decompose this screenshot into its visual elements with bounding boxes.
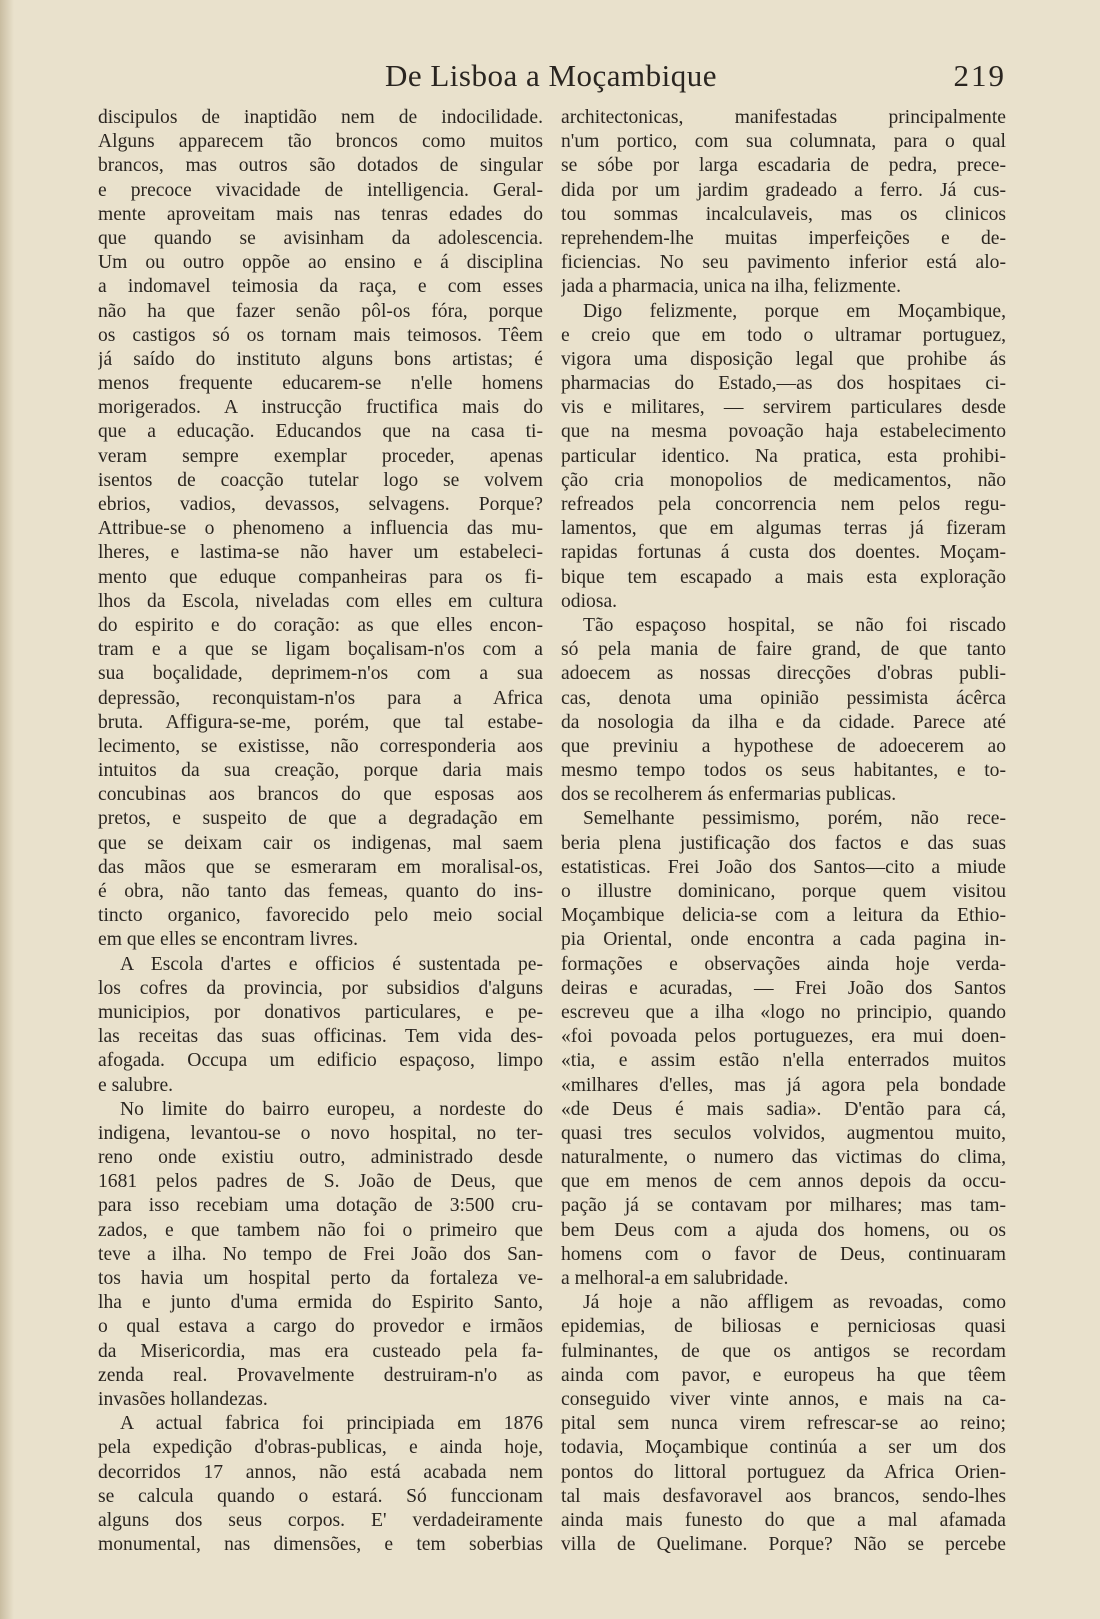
text-line: monumental, nas dimensões, e tem soberbias [98, 1534, 543, 1556]
text-line: lhos da Escola, niveladas com elles em cultura [98, 590, 543, 612]
text-line: afogada. Occupa um edificio espaçoso, limpo [98, 1050, 543, 1072]
text-line: que na mesma povoação haja estabelecimento [561, 421, 1006, 443]
text-line: ficiencias. No seu pavimento inferior está alo- [561, 252, 1006, 274]
text-line: «tia, e assim estão n'ella enterrados muitos [561, 1050, 1006, 1072]
text-line: mento que eduque companheiras para os fi- [98, 566, 543, 588]
text-line: escreveu que a ilha «logo no principio, quando [561, 1001, 1006, 1023]
text-line: rapidas fortunas á custa dos doentes. Moçam- [561, 542, 1006, 564]
text-line: tos havia um hospital perto da fortaleza ve- [98, 1268, 543, 1289]
paragraph [98, 953, 543, 1098]
text-line: vis e militares, — servirem particulares desde [561, 397, 1006, 419]
text-line: No limite do bairro europeu, a nordeste do [120, 1098, 543, 1120]
text-line: quasi tres seculos volvidos, augmentou muito, [561, 1122, 1006, 1144]
text-line: conseguido viver vinte annos, e mais na ca- [561, 1388, 1006, 1410]
text-line: todavia, Moçambique continúa a ser um dos [561, 1437, 1006, 1459]
text-line: pharmacias do Estado,—as dos hospitaes ci- [561, 373, 1006, 395]
text-line: jada a pharmacia, unica na ilha, felizmente. [561, 276, 901, 298]
text-line: decorridos 17 annos, não está acabada nem [98, 1461, 543, 1483]
text-line: reprehendem-lhe muitas imperfeições e de- [561, 227, 1006, 249]
left-column [98, 106, 543, 1557]
paragraph [98, 106, 543, 953]
text-line: indigena, levantou-se o novo hospital, no ter- [98, 1122, 543, 1144]
text-line: estatisticas. Frei João dos Santos—cito a miude [561, 856, 1006, 878]
text-line: a indomavel teimosia da raça, e com esses [98, 276, 543, 298]
text-line: já saído do instituto alguns bons artistas; é [98, 348, 543, 370]
text-line: que quando se avisinham da adolescencia. [98, 227, 543, 249]
text-line: vigora uma disposição legal que prohibe ás [561, 348, 1006, 370]
text-line: cas, denota uma opinião pessimista ácêrca [561, 687, 1006, 709]
text-line: alguns dos seus corpos. E' verdadeiramente [98, 1509, 543, 1531]
text-line: concubinas aos brancos do que esposas aos [98, 784, 543, 806]
right-column [561, 106, 1006, 1557]
paragraph [561, 807, 1006, 1291]
text-line: bique tem escapado a mais esta exploração [561, 566, 1006, 588]
paragraph [561, 300, 1006, 614]
text-line: das mãos que se esmeraram em moralisal-os, [98, 856, 543, 878]
text-line: e precoce vivacidade de intelligencia. Geral- [98, 179, 543, 201]
text-line: pação já se contavam por milhares; mas tam- [561, 1195, 1006, 1217]
text-line: que se deixam cair os indigenas, mal saem [98, 832, 543, 854]
text-line: veram sempre exemplar proceder, apenas [98, 445, 543, 467]
text-line: pontos do littoral portuguez da Africa Orien- [561, 1461, 1006, 1483]
text-line: invasões hollandezas. [98, 1388, 268, 1410]
text-line: «de Deus é mais sadia». D'então para cá, [561, 1098, 1006, 1120]
text-line: se sóbe por larga escadaria de pedra, prece- [561, 155, 1006, 177]
text-line: A Escola d'artes e officios é sustentada pe- [120, 953, 543, 975]
text-line: A actual fabrica foi principiada em 1876 [120, 1413, 543, 1435]
text-line: Tão espaçoso hospital, se não foi riscado [583, 614, 1006, 636]
text-line: tal mais desfavoravel aos brancos, sendo-lhes [561, 1485, 1006, 1507]
text-line: o qual estava a cargo do provedor e irmãos [98, 1316, 543, 1338]
text-line: bem Deus com a ajuda dos homens, ou os [561, 1219, 1006, 1241]
text-line: a melhoral-a em salubridade. [561, 1268, 789, 1289]
text-line: zenda real. Provavelmente destruiram-n'o as [98, 1364, 543, 1386]
text-line: brancos, mas outros são dotados de singular [98, 155, 543, 177]
text-line: odiosa. [561, 590, 618, 612]
text-line: pretos, e suspeito de que a degradação em [98, 808, 543, 830]
text-line: dos se recolherem ás enfermarias publicas. [561, 784, 897, 806]
text-line: epidemias, de biliosas e perniciosas quasi [561, 1316, 1006, 1338]
running-title: De Lisboa a Moçambique [384, 58, 718, 93]
text-line: 1681 pelos padres de S. João de Deus, que [98, 1171, 543, 1193]
text-line: ção cria monopolios de medicamentos, não [561, 469, 1006, 491]
paragraph [98, 1098, 543, 1412]
paragraph [561, 614, 1006, 808]
paragraph [561, 1291, 1006, 1557]
text-line: que em menos de cem annos depois da occu- [561, 1171, 1006, 1193]
text-line: que a educação. Educandos que na casa ti- [98, 421, 543, 443]
text-line: em que elles se encontram livres. [98, 929, 359, 951]
text-line: deiras e acuradas, — Frei João dos Santos [561, 977, 1006, 999]
text-line: Attribue-se o phenomeno a influencia das mu- [98, 518, 543, 540]
text-line: intuitos da sua creação, porque daria mais [98, 760, 543, 782]
text-line: Moçambique delicia-se com a leitura da Ethio- [561, 905, 1006, 927]
page-binding-edge [0, 0, 14, 1619]
text-line: discipulos de inaptidão nem de indocilidade. [98, 107, 543, 128]
text-line: os castigos só os tornam mais teimosos. Têem [98, 324, 543, 346]
text-line: dida por um jardim gradeado a ferro. Já cus- [561, 179, 1006, 201]
text-line: «foi povoada pelos portuguezes, era mui doen- [561, 1026, 1006, 1048]
text-line: fulminantes, de que os antigos se recordam [561, 1340, 1006, 1362]
text-line: mente aproveitam mais nas tenras edades do [98, 203, 543, 225]
text-line: depressão, reconquistam-n'os para a Africa [98, 687, 543, 709]
paragraph [561, 106, 1006, 300]
text-line: adoecem as nossas direcções d'obras publi- [561, 663, 1006, 685]
text-line: teve a ilha. No tempo de Frei João dos San- [98, 1243, 543, 1265]
text-line: Já hoje a não affligem as revoadas, como [583, 1292, 1006, 1314]
text-line: lamentos, que em algumas terras já fizeram [561, 518, 1006, 540]
text-line: formações e observações ainda hoje verda- [561, 953, 1006, 975]
text-line: bruta. Affigura-se-me, porém, que tal estabe- [98, 711, 543, 733]
text-line: ainda mais funesto do que a mal afamada [561, 1509, 1006, 1531]
text-line: reno onde existiu outro, administrado desde [98, 1147, 543, 1169]
paragraph [98, 1412, 543, 1557]
text-line: pela expedição d'obras-publicas, e ainda hoje, [98, 1437, 543, 1459]
text-line: lha e junto d'uma ermida do Espirito Santo, [98, 1292, 543, 1314]
text-line: homens com o favor de Deus, continuaram [561, 1243, 1006, 1265]
text-line: mesmo tempo todos os seus habitantes, e to- [561, 760, 1006, 782]
page-header [96, 58, 1006, 102]
text-line: tincto organico, favorecido pelo meio social [98, 905, 543, 927]
text-line: isentos de coacção tutelar logo se volvem [98, 469, 543, 491]
text-line: naturalmente, o numero das victimas do clima, [561, 1147, 1006, 1169]
text-line: lecimento, se existisse, não corresponderia aos [98, 735, 543, 757]
text-line: «milhares d'elles, mas já agora pela bondade [561, 1074, 1006, 1096]
text-line: los cofres da provincia, por subsidios d'alguns [98, 977, 543, 999]
text-line: tou sommas incalculaveis, mas os clinicos [561, 203, 1006, 225]
text-line: tram e a que se ligam boçalisam-n'os com a [98, 639, 543, 661]
text-line: lheres, e lastima-se não haver um estabeleci- [98, 542, 543, 564]
text-line: para isso recebiam uma dotação de 3:500 cru- [98, 1195, 543, 1217]
text-line: e creio que em todo o ultramar portuguez, [561, 324, 1006, 346]
text-line: Semelhante pessimismo, porém, não rece- [583, 808, 1006, 830]
text-line: n'um portico, com sua columnata, para o qual [561, 131, 1006, 153]
text-line: ainda com pavor, e europeus ha que têem [561, 1364, 1006, 1386]
text-line: sua boçalidade, deprimem-n'os com a sua [98, 663, 543, 685]
text-line: las receitas das suas officinas. Tem vida des- [98, 1026, 543, 1048]
page-number: 219 [953, 58, 1006, 93]
text-line: é obra, não tanto das femeas, quanto do ins- [98, 881, 543, 902]
text-line: não ha que fazer senão pôl-os fóra, porque [98, 300, 543, 322]
text-line: pia Oriental, onde encontra a cada pagina in- [561, 929, 1006, 951]
text-line: Um ou outro oppõe ao ensino e á disciplina [98, 252, 543, 274]
text-line: Alguns apparecem tão broncos como muitos [98, 131, 543, 153]
text-line: architectonicas, manifestadas principalmente [561, 107, 1006, 128]
text-line: beria plena justificação dos factos e das suas [561, 832, 1006, 854]
text-line: zados, e que tambem não foi o primeiro que [98, 1219, 543, 1241]
text-line: refreados pela concorrencia nem pelos regu- [561, 494, 1006, 515]
text-line: menos frequente educarem-se n'elle homens [98, 373, 543, 395]
text-line: da nosologia da ilha e da cidade. Parece até [561, 711, 1006, 733]
text-line: da Misericordia, mas era custeado pela fa- [98, 1340, 543, 1362]
text-line: pital sem nunca virem refrescar-se ao reino; [561, 1413, 1006, 1435]
text-line: morigerados. A instrucção fructifica mais do [98, 397, 543, 419]
text-line: o illustre dominicano, porque quem visitou [561, 881, 1006, 902]
text-line: e salubre. [98, 1074, 174, 1096]
text-line: que previniu a hypothese de adoecerem ao [561, 735, 1006, 757]
text-line: Digo felizmente, porque em Moçambique, [583, 300, 1006, 322]
text-line: villa de Quelimane. Porque? Não se percebe [561, 1534, 1006, 1556]
text-line: municipios, por donativos particulares, e pe- [98, 1001, 543, 1023]
text-line: só pela mania de faire grand, de que tanto [561, 639, 1006, 661]
text-line: particular identico. Na pratica, esta prohibi- [561, 445, 1006, 467]
text-line: ebrios, vadios, devassos, selvagens. Porque? [98, 494, 543, 515]
text-line: do espirito e do coração: as que elles encon- [98, 614, 543, 636]
text-line: se calcula quando o estará. Só funccionam [98, 1485, 543, 1507]
